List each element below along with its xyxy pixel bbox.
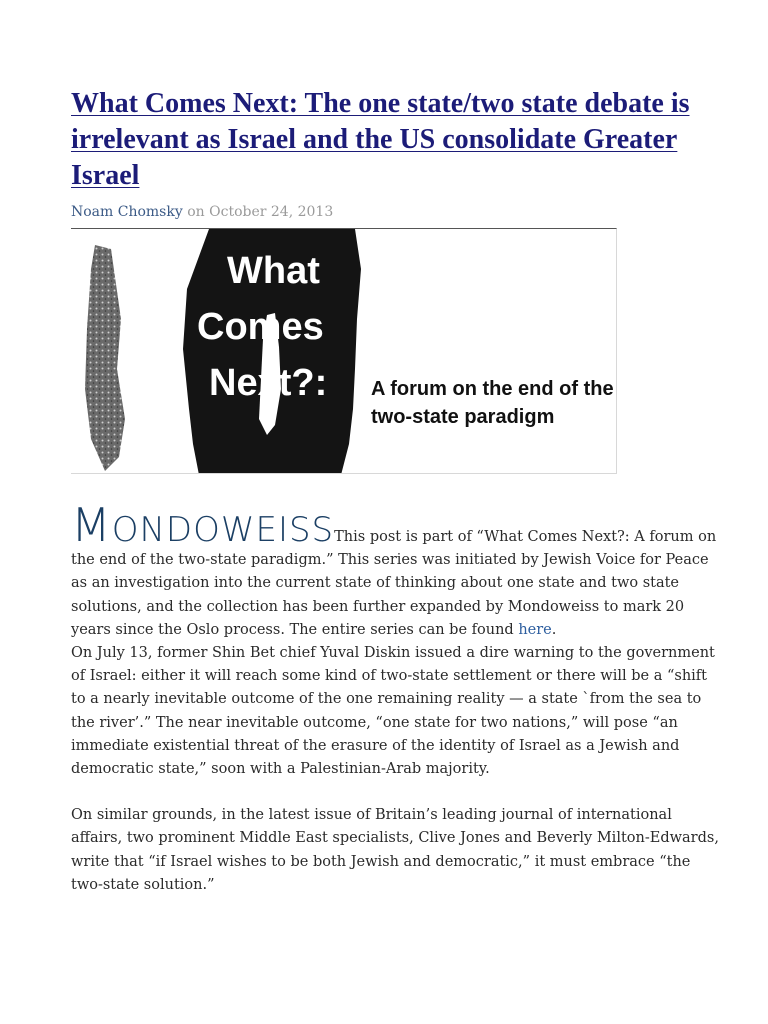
byline [71, 202, 721, 222]
paragraph-1 [71, 498, 721, 781]
logo-rest: ONDOWEISS [111, 510, 335, 550]
series-link[interactable]: here [518, 621, 552, 638]
feature-image [71, 228, 617, 474]
article-title-link[interactable]: What Comes Next: The one state/two state debate is irrelevant as Israel and the US consolidate Greater Israel [71, 88, 690, 191]
mondoweiss-logo [71, 498, 334, 552]
paragraph-1-intro: This post is part of “What Comes Next?: A forum on the end of the two-state paradigm.” This series was initiated by Jewish Voice for Peace as an investigation into the current state of thinking about one state and two state solutions, and the collection has been further expanded by Mondoweiss to mark 20 years since the Oslo process. The entire series can be found [71, 529, 717, 638]
post-date: October 24, 2013 [209, 204, 334, 220]
logo-initial: M [71, 498, 112, 552]
map-region [85, 245, 125, 471]
article-body [71, 498, 721, 897]
article-content [71, 86, 721, 897]
paragraph-1-continuation: On July 13, former Shin Bet chief Yuval Diskin issued a dire warning to the government of Israel: either it will reach some kind of two-state settlement or there will be a “shift to a nearly inevitable outcome of the one remaining reality — a state `from the sea to the river’.” The near inevitable outcome, “one state for two nations,” will pose “an immediate existential threat of the erasure of the identity of Israel as a Jewish and democratic state,” soon with a Palestinian-Arab majority. [71, 645, 715, 778]
feature-image-graphic [71, 229, 617, 474]
image-headline-line-3: Next?: [209, 362, 328, 404]
image-subtitle-line-2: two-state paradigm [371, 406, 555, 428]
date-prefix: on [182, 204, 210, 220]
image-headline-line-2: Comes [197, 306, 324, 348]
image-subtitle-line-1: A forum on the end of the [371, 378, 614, 400]
paragraph-2: On similar grounds, in the latest issue of Britain’s leading journal of international affairs, two prominent Middle East specialists, Clive Jones and Beverly Milton-Edwards, write that “if Israel wishes to be both Jewish and democratic,” it must embrace “the two-state solution.” [71, 807, 719, 893]
paragraph-1-end: . [551, 621, 557, 638]
author-link[interactable]: Noam Chomsky [71, 204, 183, 220]
image-headline-line-1: What [227, 250, 320, 292]
